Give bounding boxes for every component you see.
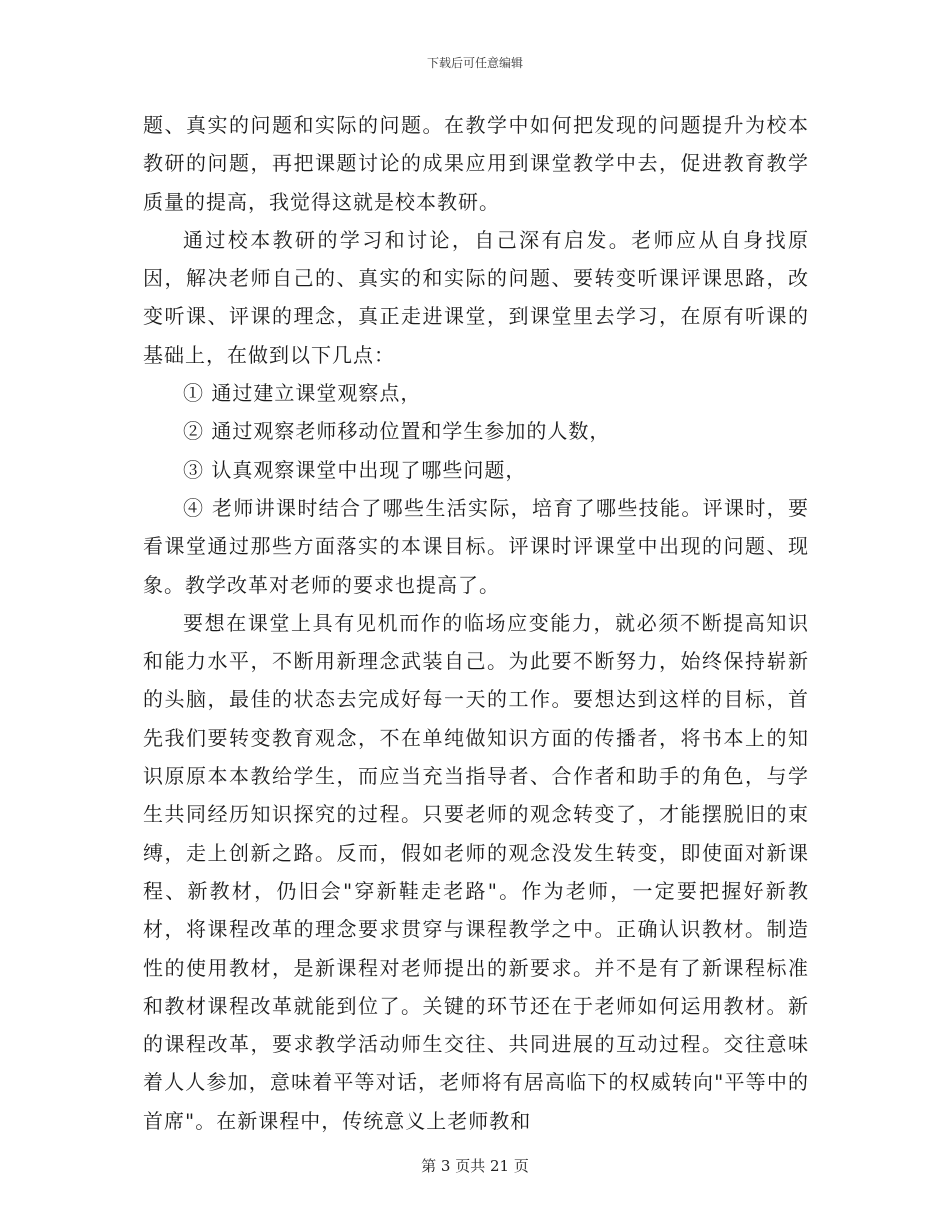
list-item: ① 通过建立课堂观察点， [183, 381, 422, 406]
document-body [143, 106, 809, 1140]
paragraph: 要想在课堂上具有见机而作的临场应变能力，就必须不断提高知识和能力水平，不断用新理念武装自己。为此要不断努力，始终保持崭新的头脑，最佳的状态去完成好每一天的工作。要想达到这样的目标，首先我们要转变教育观念，不在单纯做知识方面的传播者，将书本上的知识原原本本教给学生，而应当充当指导者、合作者和助手的角色，与学生共同经历知识探究的过程。只要老师的观念转变了，才能摆脱旧的束缚，走上创新之路。反而，假如老师的观念没发生转变，即使面对新课程、新教材，仍旧会"穿新鞋走老路"。作为老师，一定要把握好新教材，将课程改革的理念要求贯穿与课程教学之中。正确认识教材。制造性的使用教材，是新课程对老师提出的新要求。并不是有了新课程标准和教材课程改革就能到位了。关键的环节还在于老师如何运用教材。新的课程改革，要求教学活动师生交往、共同进展的互动过程。交往意味着人人参加，意味着平等对话，老师将有居高临下的权威转向"平等中的首席"。在新课程中，传统意义上老师教和 [143, 610, 809, 1133]
list-item: ④ 老师讲课时结合了哪些生活实际，培育了哪些技能。评课时，要看课堂通过那些方面落实的本课目标。评课时评课堂中出现的问题、现象。教学改革对老师的要求也提高了。 [143, 495, 809, 597]
list-item: ③ 认真观察课堂中出现了哪些问题， [183, 457, 527, 482]
page-header: 下载后可任意编辑 [426, 56, 523, 70]
paragraph: 题、真实的问题和实际的问题。在教学中如何把发现的问题提升为校本教研的问题，再把课题讨论的成果应用到课堂教学中去，促进教育教学质量的提高，我觉得这就是校本教研。 [143, 113, 809, 214]
list-item: ② 通过观察老师移动位置和学生参加的人数， [183, 419, 611, 444]
page-number-footer: 第 3 页共 21 页 [421, 1157, 529, 1175]
paragraph: 通过校本教研的学习和讨论，自己深有启发。老师应从自身找原因，解决老师自己的、真实的和实际的问题、要转变听课评课思路，改变听课、评课的理念，真正走进课堂，到课堂里去学习，在原有听课的基础上，在做到以下几点： [143, 227, 809, 367]
